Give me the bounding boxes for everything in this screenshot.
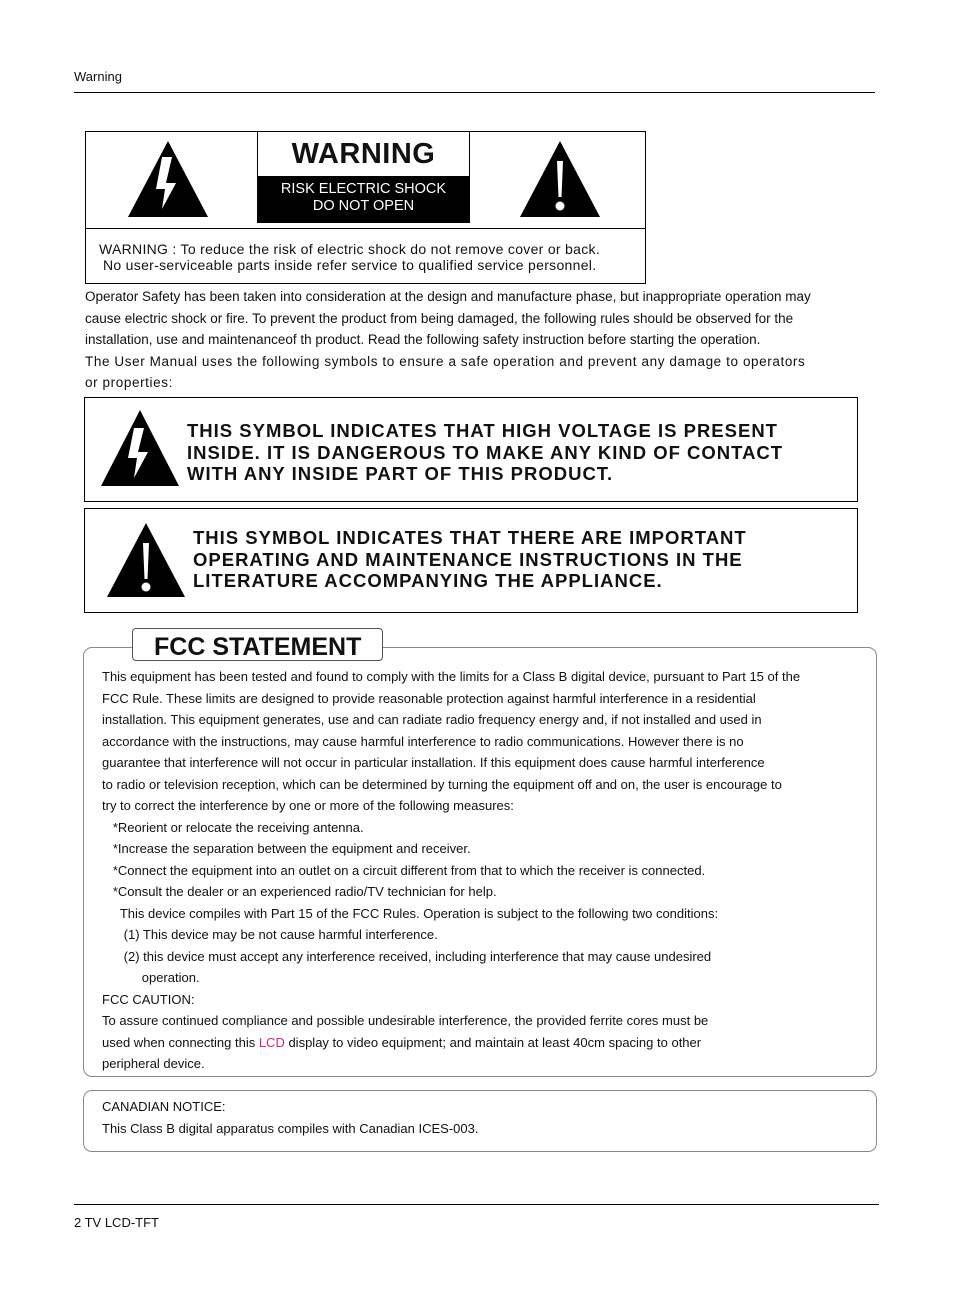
- fcc-line: This device compiles with Part 15 of the FCC Rules. Operation is subject to the following two conditions:: [102, 905, 719, 921]
- risk-shock-line1: RISK ELECTRIC SHOCK: [280, 181, 447, 197]
- symbol-text-line: OPERATING AND MAINTENANCE INSTRUCTIONS IN THE: [193, 548, 743, 570]
- fcc-text: display to video equipment; and maintain at least 40cm spacing to other: [284, 1034, 702, 1050]
- fcc-line: try to correct the interference by one or more of the following measures:: [102, 798, 514, 813]
- lightning-triangle-icon: [126, 139, 210, 219]
- fcc-line: peripheral device.: [102, 1056, 205, 1071]
- fcc-measure: *Increase the separation between the equipment and receiver.: [102, 841, 471, 856]
- intro-line: Operator Safety has been taken into consideration at the design and manufacture phase, but inappropriate operation may: [85, 289, 811, 304]
- fcc-text: used when connecting this: [102, 1034, 259, 1050]
- fcc-statement-body: [102, 666, 862, 1075]
- fcc-measure: *Consult the dealer or an experienced radio/TV technician for help.: [102, 884, 497, 899]
- warning-box: [85, 131, 646, 284]
- symbol-text-line: WITH ANY INSIDE PART OF THIS PRODUCT.: [187, 463, 614, 484]
- risk-shock-line2: DO NOT OPEN: [312, 198, 415, 214]
- warning-title: WARNING: [291, 138, 436, 170]
- instructions-text: [193, 527, 747, 592]
- canadian-heading: CANADIAN NOTICE:: [102, 1099, 226, 1114]
- fcc-condition: (2) this device must accept any interference received, including interference that may cause undesired: [102, 948, 712, 964]
- lightning-triangle-icon: [99, 408, 181, 488]
- warning-label: [257, 132, 470, 223]
- fcc-line: FCC Rule. These limits are designed to provide reasonable protection against harmful interference in a residential: [102, 690, 756, 706]
- intro-line: installation, use and maintenanceof th product. Read the following safety instruction before starting the operation.: [85, 332, 761, 347]
- intro-paragraph: [85, 286, 875, 394]
- fcc-line: installation. This equipment generates, use and can radiate radio frequency energy and, if not installed and used in: [102, 712, 762, 727]
- section-header: Warning: [74, 69, 122, 84]
- fcc-line: to radio or television reception, which can be determined by turning the equipment off and on, the user is encourage to: [102, 776, 782, 792]
- risk-shock-banner: [258, 176, 469, 222]
- page-footer: 2 TV LCD-TFT: [74, 1215, 159, 1230]
- fcc-line: This equipment has been tested and found to comply with the limits for a Class B digital device, pursuant to Part 15 of the: [102, 669, 801, 684]
- warning-note: [86, 241, 645, 273]
- lcd-highlight: LCD: [258, 1034, 285, 1050]
- fcc-condition: (1) This device may be not cause harmful interference.: [102, 927, 438, 942]
- fcc-caution-heading: FCC CAUTION:: [102, 991, 195, 1007]
- fcc-measure: *Reorient or relocate the receiving antenna.: [102, 819, 364, 835]
- canadian-notice: [102, 1096, 478, 1140]
- canadian-text: This Class B digital apparatus compiles with Canadian ICES-003.: [102, 1121, 479, 1136]
- symbol-text-line: THIS SYMBOL INDICATES THAT HIGH VOLTAGE IS PRESENT: [187, 420, 778, 441]
- instructions-symbol-box: [84, 508, 858, 613]
- exclamation-triangle-icon: [105, 521, 187, 599]
- fcc-line: guarantee that interference will not occur in particular installation. If this equipment does cause harmful interference: [102, 755, 765, 770]
- fcc-line: To assure continued compliance and possible undesirable interference, the provided ferrite cores must be: [102, 1013, 709, 1028]
- footer-rule: [74, 1204, 879, 1205]
- warning-note-line1: WARNING : To reduce the risk of electric shock do not remove cover or back.: [99, 241, 601, 257]
- fcc-measure: *Connect the equipment into an outlet on a circuit different from that to which the receiver is connected.: [102, 862, 706, 878]
- fcc-line: [102, 1032, 862, 1054]
- symbol-text-line: LITERATURE ACCOMPANYING THE APPLIANCE.: [193, 570, 663, 591]
- fcc-line: accordance with the instructions, may cause harmful interference to radio communications. However there is no: [102, 733, 744, 749]
- header-rule: [74, 92, 875, 93]
- high-voltage-text: [187, 420, 783, 485]
- intro-line: or properties:: [85, 375, 173, 390]
- high-voltage-symbol-box: [84, 397, 858, 502]
- symbol-text-line: THIS SYMBOL INDICATES THAT THERE ARE IMPORTANT: [193, 527, 747, 548]
- fcc-condition: operation.: [102, 970, 200, 985]
- fcc-statement-title: FCC STATEMENT: [132, 628, 383, 661]
- symbol-text-line: INSIDE. IT IS DANGEROUS TO MAKE ANY KIND OF CONTACT: [187, 441, 784, 463]
- warning-note-line2: No user-serviceable parts inside refer service to qualified service personnel.: [103, 257, 597, 273]
- intro-line: The User Manual uses the following symbols to ensure a safe operation and prevent any damage to operators: [85, 353, 806, 369]
- exclamation-triangle-icon: [518, 139, 602, 219]
- warning-divider: [86, 228, 645, 229]
- intro-line: cause electric shock or fire. To prevent the product from being damaged, the following rules should be observed for the: [85, 310, 794, 326]
